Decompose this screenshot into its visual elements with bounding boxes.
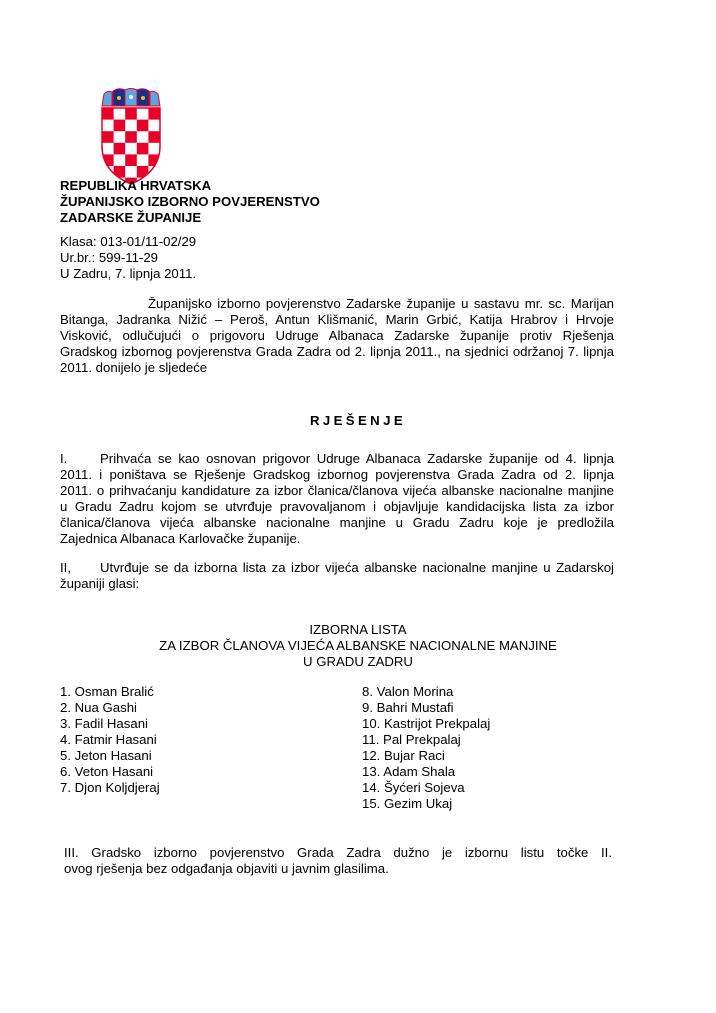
candidate-item: 9. Bahri Mustafi <box>362 700 454 715</box>
list-title-line: IZBORNA LISTA <box>309 622 407 637</box>
section-two-text: Utvrđuje se da izborna lista za izbor vijeća albanske nacionalne manjine u Zadarskoj <box>100 560 614 575</box>
intro-line: Gradskog izbornog povjerenstva Grada Zadra od 2. lipnja 2011., na sjednici održanoj 7. lipnja <box>60 344 614 359</box>
section-two-numeral: II, <box>60 560 71 575</box>
candidate-item: 13. Adam Shala <box>362 764 456 779</box>
candidate-item: 5. Jeton Hasani <box>60 748 152 763</box>
checkerboard-shield <box>102 108 160 186</box>
list-title <box>0 622 716 670</box>
section-one-line: 2011. o prihvaćanju kandidature za izbor članica/članova vijeća albanske nacionalne manjine <box>60 483 614 498</box>
section-three-line: III. Gradsko izborno povjerenstvo Grada Zadra dužno je izbornu listu točke II. <box>64 845 612 860</box>
intro-line: Bitanga, Jadranka Nižić – Peroš, Antun Klišmanić, Marin Grbić, Katija Hrabrov i Hrvoje <box>60 312 614 327</box>
candidate-item: 11. Pal Prekpalaj <box>362 732 461 747</box>
candidate-item: 14. Šyćeri Sojeva <box>362 780 465 795</box>
candidate-item: 15. Gezim Ukaj <box>362 796 453 811</box>
section-one-line: Zajednica Albanaca Karlovačke županije. <box>60 531 301 546</box>
croatian-coat-of-arms <box>100 88 162 186</box>
section-one <box>60 451 614 547</box>
intro-line: Županijsko izborno povjerenstvo Zadarske županije u sastavu mr. sc. Marijan <box>148 296 614 311</box>
crown <box>102 89 160 107</box>
section-one-numeral: I. <box>60 451 68 466</box>
section-three-line: ovog rješenja bez odgađanja objaviti u javnim glasilima. <box>64 861 389 876</box>
section-two-line: županiji glasi: <box>60 576 140 591</box>
header-line-republic: REPUBLIKA HRVATSKA <box>60 178 212 193</box>
candidate-item: 6. Veton Hasani <box>60 764 154 779</box>
candidate-list-right <box>362 684 490 812</box>
section-two-line <box>60 560 614 576</box>
section-three <box>64 845 612 877</box>
decision-title: RJEŠENJE <box>309 413 407 428</box>
section-one-line: članica/članova vijeća albanske nacionalne manjine u Gradu Zadru koje je predložila <box>60 515 614 530</box>
section-one-line <box>60 451 614 467</box>
candidate-item: 8. Valon Morina <box>362 684 454 699</box>
list-title-line: ZA IZBOR ČLANOVA VIJEĆA ALBANSKE NACIONALNE MANJINE <box>159 638 557 653</box>
ur-br: Ur.br.: 599-11-29 <box>60 250 158 265</box>
candidate-item: 2. Nua Gashi <box>60 700 137 715</box>
header-line-county: ZADARSKE ŽUPANIJE <box>60 210 202 225</box>
header-line-commission: ŽUPANIJSKO IZBORNO POVJERENSTVO <box>60 194 320 209</box>
intro-line: Visković, odlučujući o prigovoru Udruge Albanaca Zadarske županije protiv Rješenja <box>60 328 614 343</box>
candidate-item: 3. Fadil Hasani <box>60 716 148 731</box>
section-one-line: 2011. i poništava se Rješenje Gradskog izbornog povjerenstva Grada Zadra od 2. lipnja <box>60 467 614 482</box>
candidate-item: 4. Fatmir Hasani <box>60 732 157 747</box>
candidate-item: 12. Bujar Raci <box>362 748 445 763</box>
section-one-line: u Gradu Zadru kojom se utvrđuje pravovaljanom i objavljuje kandidacijska lista za izbor <box>60 499 614 514</box>
list-title-line: U GRADU ZADRU <box>303 654 413 669</box>
candidate-list-left <box>60 684 160 796</box>
document-meta <box>60 234 196 282</box>
candidate-item: 10. Kastrijot Prekpalaj <box>362 716 491 731</box>
klasa: Klasa: 013-01/11-02/29 <box>60 234 197 249</box>
intro-paragraph <box>60 296 614 376</box>
section-two <box>60 560 614 592</box>
issuer-header <box>60 178 320 226</box>
candidate-item: 7. Djon Koljdjeraj <box>60 780 160 795</box>
document-date: U Zadru, 7. lipnja 2011. <box>60 266 197 281</box>
intro-line: 2011. donijelo je sljedeće <box>60 360 208 375</box>
section-one-text: Prihvaća se kao osnovan prigovor Udruge Albanaca Zadarske županije od 4. lipnja <box>100 451 614 466</box>
candidate-item: 1. Osman Bralić <box>60 684 154 699</box>
